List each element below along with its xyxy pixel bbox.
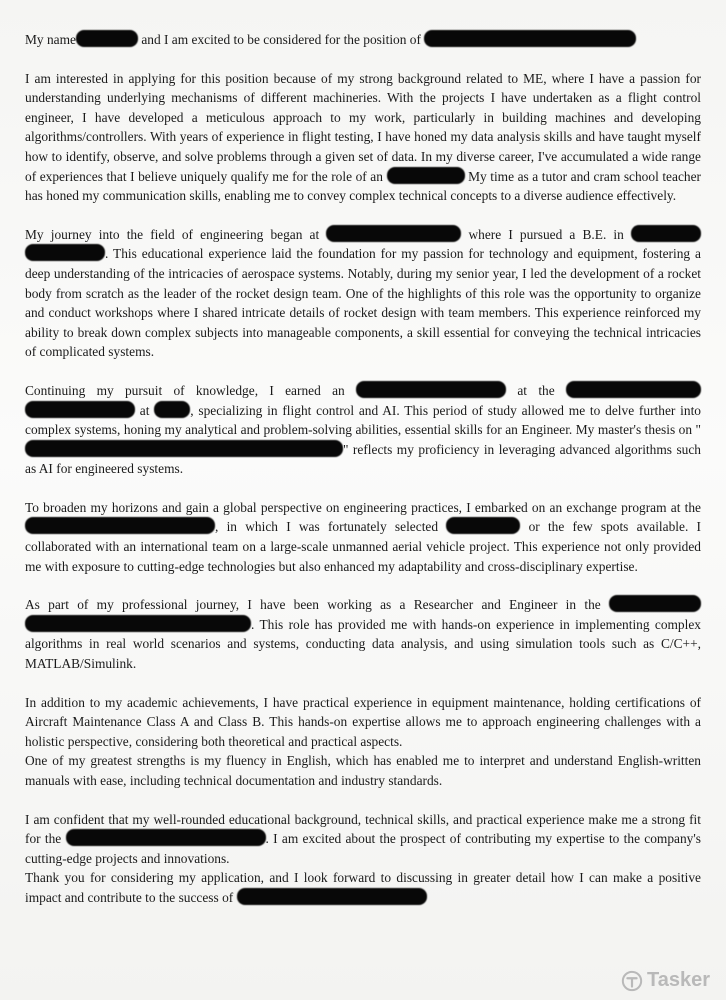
closing-text: Thank you for considering my application, and I look forward to discussing in greater detail how I can make a positive impact and contribute to the success of — [25, 870, 701, 905]
redacted-degree — [356, 381, 506, 398]
redacted-school-abbr — [154, 401, 190, 418]
paragraph-background — [25, 69, 701, 206]
redacted-exchange-university — [25, 517, 215, 534]
intro-text-2: and I am excited to be considered for the position of — [141, 32, 421, 47]
professional-text-1: As part of my professional journey, I have been working as a Researcher and Engineer in the — [25, 597, 601, 613]
exchange-text-2: , in which I was fortunately selected — [215, 519, 439, 535]
confidence-text-2: . I am excited about the prospect of contributing my expertise to the company's cutting-edge projects and innovations. — [25, 831, 701, 866]
redacted-organization — [25, 615, 251, 632]
english-text: One of my greatest strengths is my fluency in English, which has enabled me to interpret and understand English-written manuals with ease, including technical documentation and industry standards. — [25, 753, 701, 788]
masters-text-5: " reflects my proficiency in leveraging advanced algorithms such as AI for engineered systems. — [25, 441, 701, 477]
education-text-2: where I pursued a B.E. in — [468, 226, 624, 242]
watermark-text: Tasker — [646, 969, 710, 991]
certifications-text: In addition to my academic achievements, I have practical experience in equipment maintenance, holding certifications of Aircraft Maintenance Class A and Class B. This hands-on expertise allows me to approach engineering challenges with a holistic perspective, considering both theoretical and practical aspects. — [25, 694, 701, 749]
redacted-department — [566, 381, 701, 398]
cover-letter-body — [25, 30, 701, 908]
paragraph-education — [25, 225, 701, 362]
intro-text-1: My name — [25, 32, 76, 47]
background-text-1: I am interested in applying for this position because of my strong background related to ME, where I have a passion for understanding underlying mechanisms of different machineries. With the projects I have undertaken as a flight control engineer, I have developed a meticulous approach to my work, particularly in building machines and developing algorithms/controllers. With years of experience in flight testing, I have honed my data analysis skills and have taught myself how to identify, observe, and solve problems through a given set of data. In my diverse career, I've accumulated a wide range of experiences that I believe uniquely qualify me for the role of an — [25, 70, 701, 184]
masters-text-1: Continuing my pursuit of knowledge, I earned an — [25, 382, 345, 398]
redacted-company-role — [66, 829, 266, 846]
paragraph-certifications — [25, 693, 701, 752]
tasker-watermark — [621, 969, 710, 992]
exchange-text-1: To broaden my horizons and gain a global perspective on engineering practices, I embarked on an exchange program at the — [25, 499, 701, 515]
paragraph-intro — [25, 30, 701, 50]
paragraph-closing — [25, 868, 701, 907]
paragraph-professional — [25, 595, 701, 673]
masters-text-2: at the — [517, 382, 555, 398]
redacted-role — [387, 167, 465, 184]
paragraph-english — [25, 751, 701, 790]
redacted-position — [424, 30, 636, 47]
redacted-major-part1 — [631, 225, 701, 242]
paragraph-masters — [25, 381, 701, 479]
redacted-school — [25, 401, 135, 418]
redacted-thesis-title — [25, 440, 343, 457]
masters-text-4: , specializing in flight control and AI. This period of study allowed me to delve further into complex systems, honing my analytical and problem-solving abilities, essential skills for an Engineer. My master's thesis on " — [25, 402, 701, 438]
redacted-major-part2 — [25, 244, 105, 261]
professional-text-2: . This role has provided me with hands-on experience in implementing complex algorithms in real world scenarios and systems, conducting data analysis, and using simulation tools such as C/C++, MATLAB/Simulink. — [25, 616, 701, 672]
paragraph-exchange — [25, 498, 701, 576]
redacted-university — [326, 225, 461, 242]
background-text-2: My time as a tutor and cram school teacher has honed my communication skills, enabling me to convey complex technical concepts to a diverse audience effectively. — [25, 168, 701, 204]
paragraph-confidence — [25, 810, 701, 869]
redacted-selection — [446, 517, 520, 534]
exchange-text-3: or the few spots available. I collaborated with an international team on a large-scale unmanned aerial vehicle project. This experience not only provided me with exposure to cutting-edge technologies but also enhanced my adaptability and cross-disciplinary expertise. — [25, 519, 701, 574]
masters-text-3: at — [139, 402, 150, 418]
education-text-3: . This educational experience laid the foundation for my passion for technology and equipment, fostering a deep understanding of the intricacies of aerospace systems. Notably, during my senior year, I led the development of a rocket body from scratch as the leader of the rocket design team. One of the highlights of this role was the opportunity to organize and conduct workshops where I shared intricate details of rocket design with team members. This experience reinforced my ability to break down complex subjects into manageable components, a skill essential for conveying the technical intricacies of complicated systems. — [25, 246, 701, 360]
tasker-logo-icon — [621, 970, 643, 992]
education-text-1: My journey into the field of engineering began at — [25, 226, 320, 242]
redacted-name — [76, 30, 138, 47]
redacted-lab — [609, 595, 701, 612]
redacted-company-name — [237, 888, 427, 905]
confidence-text-1: I am confident that my well-rounded educational background, technical skills, and practical experience make me a strong fit for the — [25, 811, 701, 847]
